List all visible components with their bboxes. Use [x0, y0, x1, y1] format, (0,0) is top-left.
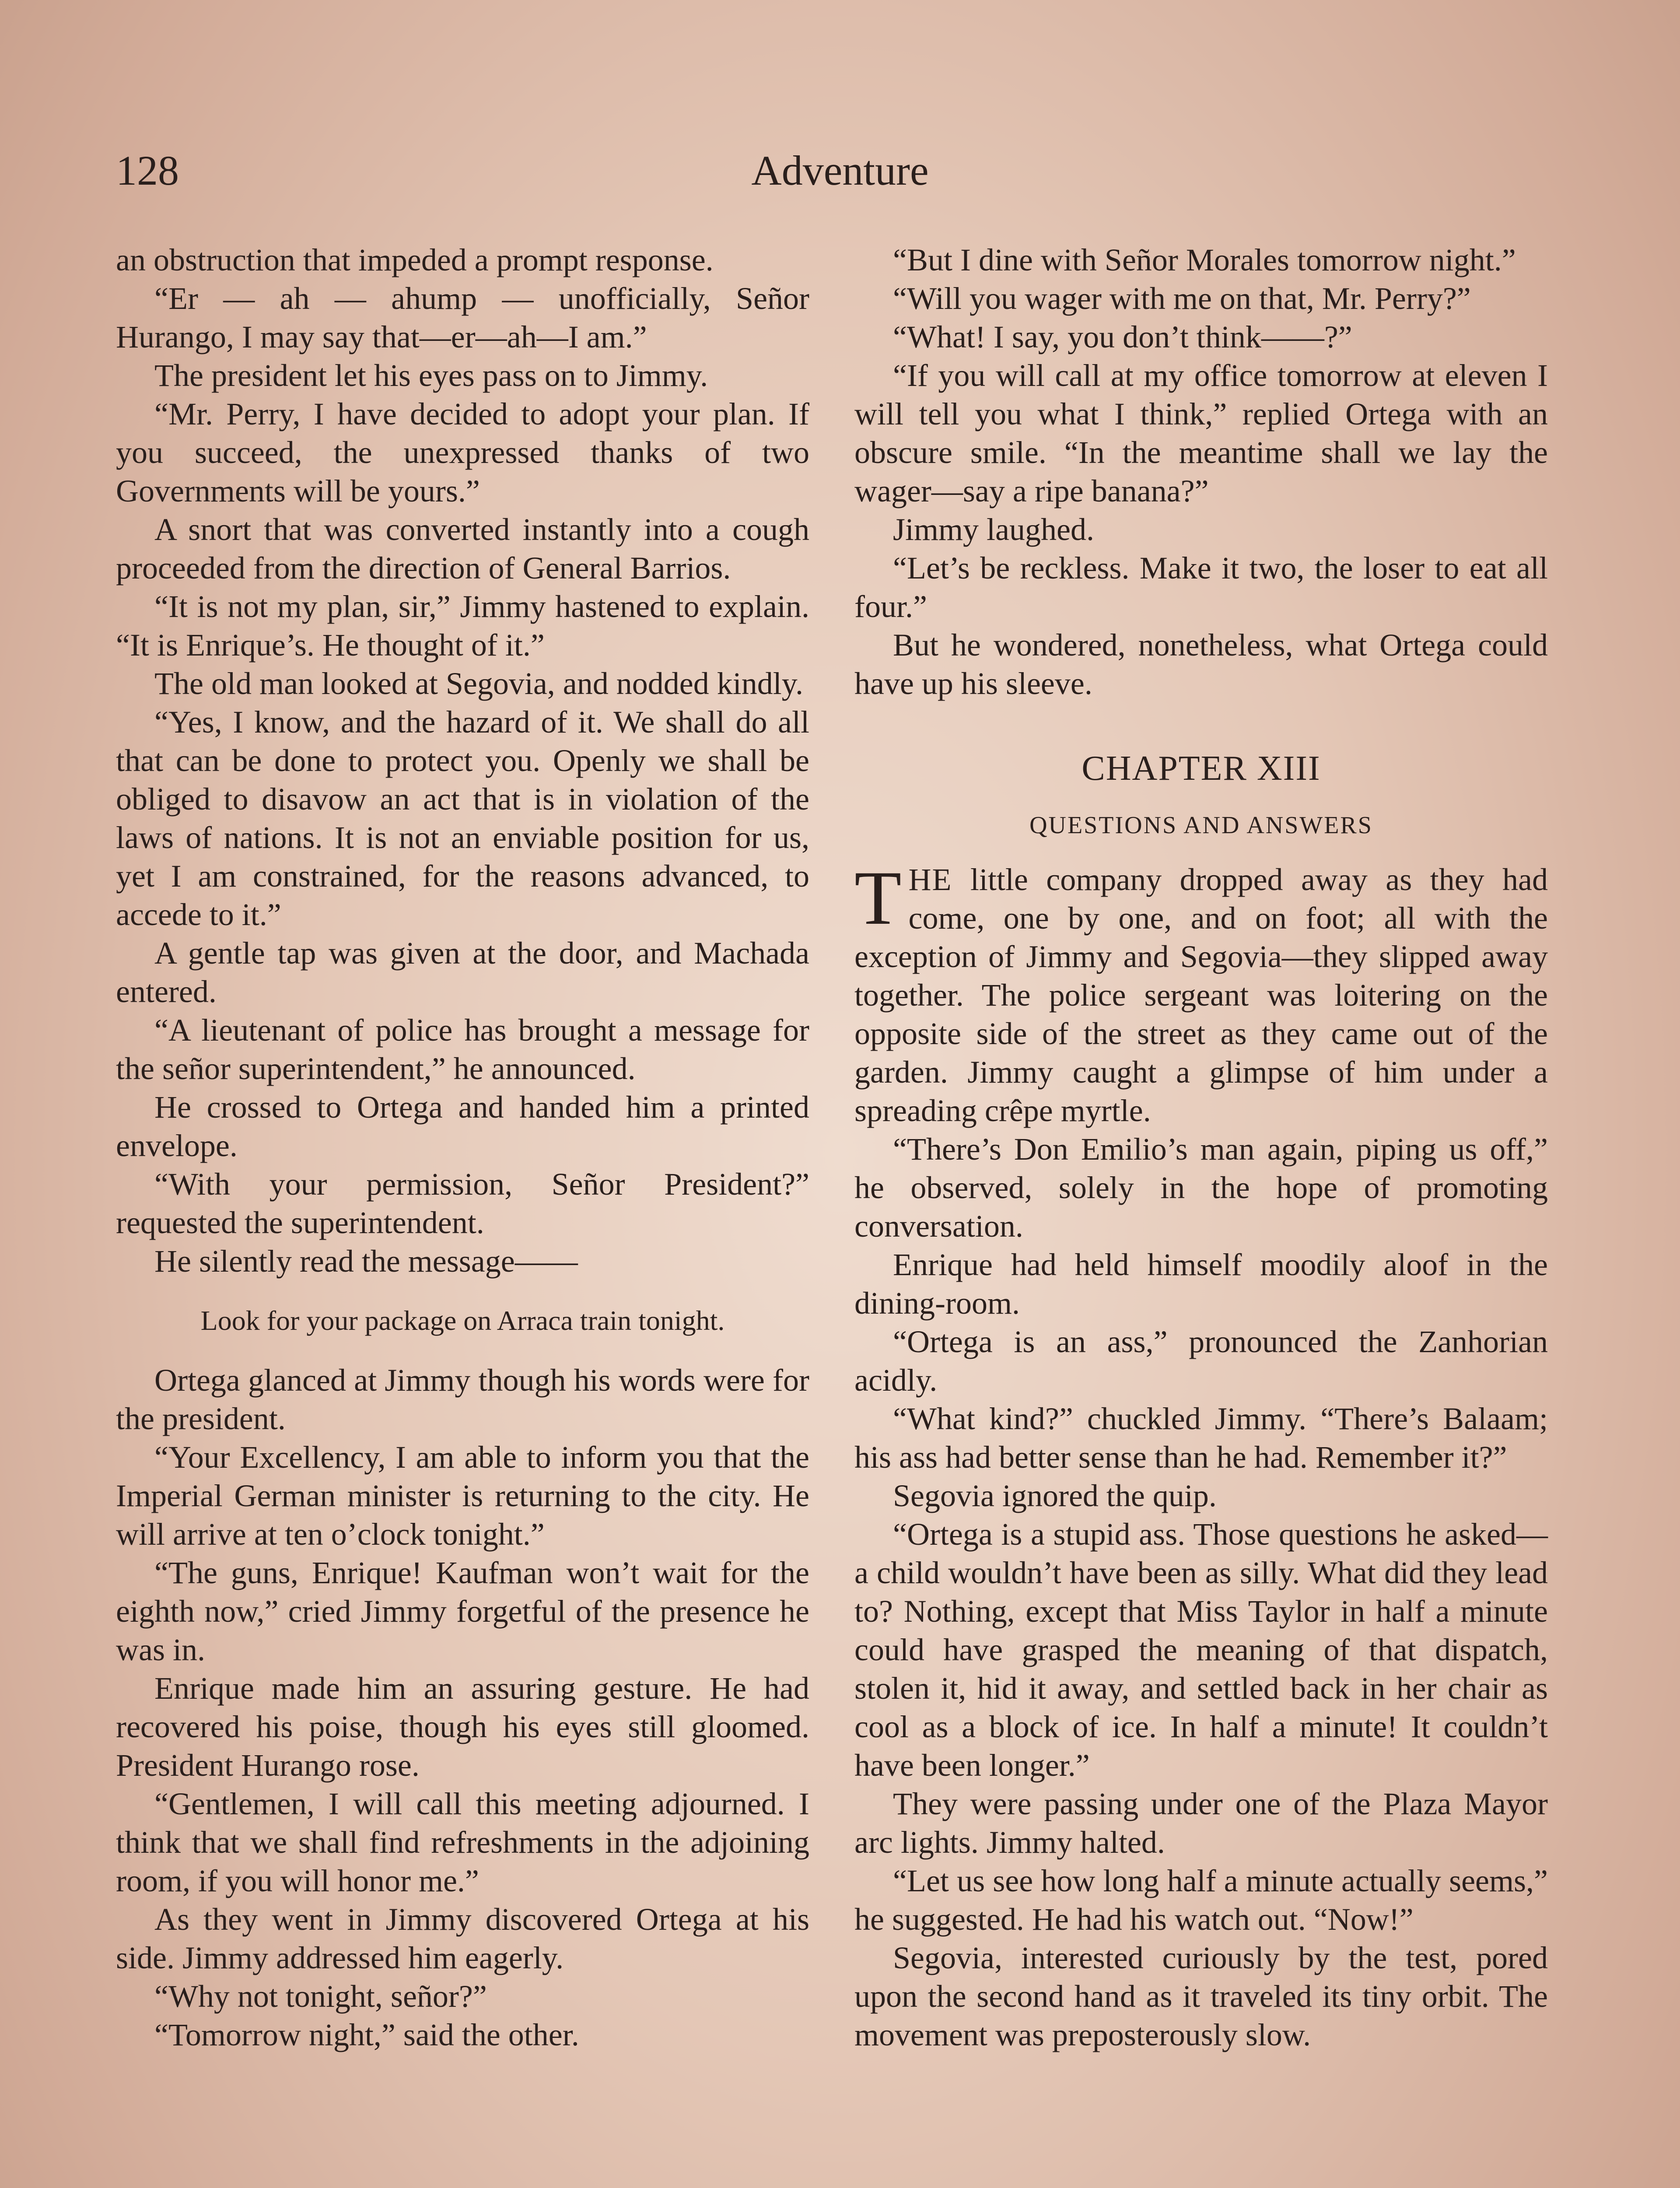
- paragraph: Enrique had held himself moodily aloof in the dining-room.: [854, 1247, 1548, 1321]
- chapter-title: CHAPTER XIII: [1082, 749, 1321, 788]
- left-column: [116, 241, 809, 2054]
- paragraph: “If you will call at my office tomorrow at eleven I will tell you what I think,” replied Ortega with an obscure smile. “In the meantime shall we lay the wager—say a ripe banana?”: [854, 358, 1548, 508]
- chapter-subtitle: QUESTIONS AND ANSWERS: [1029, 812, 1373, 839]
- paragraph: A gentle tap was given at the door, and Machada entered.: [116, 936, 809, 1009]
- page-number: 128: [116, 147, 179, 194]
- drop-cap: T: [854, 856, 902, 941]
- paragraph: As they went in Jimmy discovered Ortega at his side. Jimmy addressed him eagerly.: [116, 1902, 809, 1975]
- paragraph: A snort that was converted instantly into a cough proceeded from the direction of General Barrios.: [116, 512, 809, 586]
- paragraph: “With your permission, Señor President?” requested the superintendent.: [116, 1167, 809, 1240]
- running-head: Adventure: [751, 147, 929, 194]
- paragraph: an obstruction that impeded a prompt response.: [116, 242, 714, 277]
- paragraph: “Yes, I know, and the hazard of it. We shall do all that can be done to protect you. Openly we shall be obliged to disavow an act that is in violation of the laws of nations. It is not an enviable position for us, yet I am constrained, for the reasons advanced, to accede to it.”: [116, 705, 809, 932]
- paragraph: “Let us see how long half a minute actually seems,” he suggested. He had his watch out. “Now!”: [854, 1863, 1548, 1937]
- paragraph: They were passing under one of the Plaza Mayor arc lights. Jimmy halted.: [854, 1786, 1548, 1860]
- paragraph: “What kind?” chuckled Jimmy. “There’s Balaam; his ass had better sense than he had. Remember it?”: [854, 1401, 1548, 1475]
- message-line: Look for your package on Arraca train tonight.: [200, 1305, 725, 1336]
- paragraph: He crossed to Ortega and handed him a printed envelope.: [116, 1090, 809, 1163]
- paragraph: “What! I say, you don’t think——?”: [893, 319, 1352, 354]
- paragraph: Segovia, interested curiously by the test, pored upon the second hand as it traveled its tiny orbit. The movement was preposterously slow.: [854, 1940, 1548, 2052]
- paragraph: “A lieutenant of police has brought a message for the señor superintendent,” he announced.: [116, 1013, 809, 1086]
- paragraph: Segovia ignored the quip.: [893, 1478, 1217, 1513]
- paragraph: Enrique made him an assuring gesture. He had recovered his poise, though his eyes still gloomed. President Hurango rose.: [116, 1671, 809, 1783]
- paragraph: “Why not tonight, señor?”: [154, 1979, 487, 2014]
- paragraph: “Ortega is a stupid ass. Those questions he asked—a child wouldn’t have been as silly. What did they lead to? Nothing, except that Miss Taylor in half a minute could have grasped the meaning of that dispatch, stolen it, hid it away, and settled back in her chair as cool as a block of ice. In half a minute! It couldn’t have been longer.”: [854, 1517, 1548, 1783]
- paragraph: “Gentlemen, I will call this meeting adjourned. I think that we shall find refreshments in the adjoining room, if you will honor me.”: [116, 1786, 809, 1898]
- paragraph: “Tomorrow night,” said the other.: [154, 2017, 579, 2052]
- paragraph: “Er — ah — ahump — unofficially, Señor Hurango, I may say that—er—ah—I am.”: [116, 281, 809, 354]
- paragraph: “There’s Don Emilio’s man again, piping us off,” he observed, solely in the hope of promoting conversation.: [854, 1132, 1548, 1244]
- page-header: [0, 140, 1680, 201]
- paragraph: “Will you wager with me on that, Mr. Perry?”: [893, 281, 1471, 316]
- opening-text: little company dropped away as they had come, one by one, and on foot; all with the exception of Jimmy and Segovia—they slipped away together. The police sergeant was loitering on the opposite side of the street as they came out of the garden. Jimmy caught a glimpse of him under a spreading crêpe myrtle.: [854, 862, 1548, 1128]
- drop-cap-head: HE: [908, 862, 952, 897]
- paragraph: The old man looked at Segovia, and nodded kindly.: [154, 666, 804, 701]
- paragraph: “Ortega is an ass,” pronounced the Zanhorian acidly.: [854, 1324, 1548, 1398]
- paragraph: But he wondered, nonetheless, what Ortega could have up his sleeve.: [854, 628, 1548, 701]
- right-column: [854, 241, 1548, 2054]
- paragraph: He silently read the message——: [154, 1244, 578, 1279]
- paragraph: “The guns, Enrique! Kaufman won’t wait for the eighth now,” cried Jimmy forgetful of the presence he was in.: [116, 1555, 809, 1667]
- paragraph: “Your Excellency, I am able to inform you that the Imperial German minister is returning to the city. He will arrive at ten o’clock tonight.”: [116, 1440, 809, 1552]
- paragraph: “Let’s be reckless. Make it two, the loser to eat all four.”: [854, 551, 1548, 624]
- opening-paragraph: [854, 856, 1548, 1130]
- paragraph: Jimmy laughed.: [893, 512, 1094, 547]
- paragraph: “It is not my plan, sir,” Jimmy hastened to explain. “It is Enrique’s. He thought of it.”: [116, 589, 809, 663]
- paragraph: “Mr. Perry, I have decided to adopt your plan. If you succeed, the unexpressed thanks of two Governments will be yours.”: [116, 396, 809, 508]
- paragraph: Ortega glanced at Jimmy though his words were for the president.: [116, 1363, 809, 1436]
- paragraph: “But I dine with Señor Morales tomorrow night.”: [893, 242, 1516, 277]
- paragraph: The president let his eyes pass on to Jimmy.: [154, 358, 708, 393]
